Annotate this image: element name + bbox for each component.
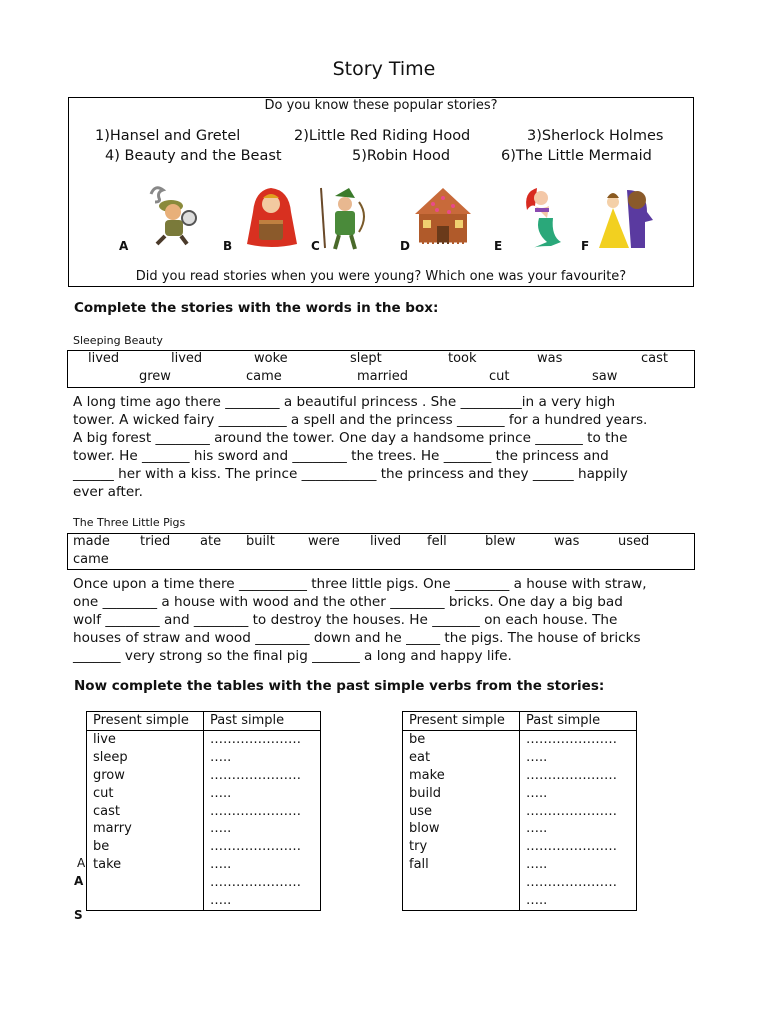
past-simple-header: Past simple	[204, 712, 321, 731]
story-line: wolf ________ and ________ to destroy the houses. He _______ on each house. The	[73, 611, 618, 628]
picture-letter: C	[311, 239, 320, 253]
instruction-complete-tables: Now complete the tables with the past simple verbs from the stories:	[74, 678, 605, 694]
story-line: A big forest ________ around the tower. One day a handsome prince _______ to the	[73, 429, 628, 446]
story-line: one ________ a house with wood and the other ________ bricks. One day a big bad	[73, 593, 623, 610]
word-box-word: lived	[88, 351, 120, 366]
present-verb: make	[409, 767, 445, 783]
word-box-word: cast	[641, 351, 668, 366]
past-simple-header: Past simple	[520, 712, 637, 731]
intro-box	[68, 97, 694, 287]
answer-blank[interactable]: …………………	[526, 803, 617, 819]
present-verb: take	[93, 857, 122, 873]
detective-icon	[141, 184, 205, 250]
three-pigs-title: The Three Little Pigs	[73, 516, 186, 529]
present-simple-header: Present simple	[87, 712, 204, 731]
beauty-beast-icon	[593, 184, 659, 252]
answer-blank[interactable]: …..	[526, 749, 548, 765]
picture-letter: B	[223, 239, 233, 253]
story-line: _______ very strong so the final pig _______ a long and happy life.	[73, 647, 512, 664]
story-item: 6)The Little Mermaid	[501, 148, 652, 164]
word-box-word: grew	[139, 369, 171, 384]
word-box-word: used	[618, 534, 650, 549]
answer-blank[interactable]: …………………	[526, 767, 617, 783]
word-box-word: took	[448, 351, 477, 366]
present-verb: build	[409, 785, 441, 801]
word-box-word: tried	[140, 534, 171, 549]
past-answers	[520, 730, 637, 910]
answer-blank[interactable]: …………………	[210, 731, 301, 747]
word-box-word: were	[308, 534, 340, 549]
stray-letter: A	[77, 856, 86, 870]
verb-table-2	[402, 711, 637, 911]
word-box-word: lived	[370, 534, 402, 549]
present-verb: fall	[409, 857, 429, 873]
story-line: Once upon a time there __________ three little pigs. One ________ a house with straw,	[73, 576, 647, 592]
gingerbread-house-icon	[407, 184, 479, 250]
present-verb: blow	[409, 821, 440, 837]
page-title: Story Time	[332, 58, 436, 80]
present-verbs	[87, 730, 204, 910]
word-box-word: slept	[350, 351, 382, 366]
answer-blank[interactable]: …..	[210, 893, 232, 909]
sleeping-beauty-text	[73, 394, 647, 501]
answer-blank[interactable]: …..	[210, 821, 232, 837]
present-verb: grow	[93, 767, 125, 783]
present-verb: sleep	[93, 749, 128, 765]
story-line: tower. He _______ his sword and ________ the trees. He _______ the princess and	[73, 447, 609, 464]
answer-blank[interactable]: …………………	[210, 803, 301, 819]
story-item: 4) Beauty and the Beast	[105, 148, 282, 164]
answer-blank[interactable]: …..	[210, 749, 232, 765]
story-line: A long time ago there ________ a beautiful princess . She _________in a very high	[73, 394, 616, 410]
word-box-word: was	[537, 351, 563, 366]
picture-letter: D	[400, 239, 410, 253]
present-verbs	[403, 730, 520, 910]
present-simple-header: Present simple	[403, 712, 520, 731]
robin-hood-icon	[315, 184, 375, 252]
present-verb: live	[93, 731, 116, 747]
past-answers	[204, 730, 321, 910]
answer-blank[interactable]: …..	[526, 857, 548, 873]
word-box-word: built	[246, 534, 275, 549]
answer-blank[interactable]: …………………	[526, 839, 617, 855]
present-verb: try	[409, 839, 428, 855]
word-box-word: saw	[592, 369, 618, 384]
present-verb: be	[409, 731, 426, 747]
stray-letter: A	[74, 874, 84, 888]
stray-letter: S	[74, 908, 83, 922]
word-box-word: was	[554, 534, 580, 549]
answer-blank[interactable]: …..	[526, 893, 548, 909]
word-box-word: lived	[171, 351, 203, 366]
picture-letter: E	[494, 239, 503, 253]
verb-table-1	[86, 711, 321, 911]
story-line: ever after.	[73, 483, 143, 500]
three-pigs-text	[73, 576, 647, 666]
story-line: houses of straw and wood ________ down and he _____ the pigs. The house of bricks	[73, 629, 641, 646]
story-item: 1)Hansel and Gretel	[95, 128, 241, 144]
present-verb: marry	[93, 821, 132, 837]
answer-blank[interactable]: …………………	[210, 875, 301, 891]
word-box-word: ate	[200, 534, 222, 549]
word-box-word: came	[246, 369, 282, 384]
present-verb: use	[409, 803, 433, 819]
story-item: 5)Robin Hood	[352, 148, 451, 164]
answer-blank[interactable]: …..	[210, 857, 232, 873]
word-box-word: came	[73, 552, 109, 567]
word-box-word: married	[357, 369, 408, 384]
answer-blank[interactable]: …………………	[210, 839, 301, 855]
present-verb: eat	[409, 749, 431, 765]
story-item: 2)Little Red Riding Hood	[294, 128, 471, 144]
answer-blank[interactable]: …………………	[526, 875, 617, 891]
answer-blank[interactable]: …………………	[210, 767, 301, 783]
word-box-word: woke	[254, 351, 288, 366]
intro-bottom-question: Did you read stories when you were young? Which one was your favourite?	[135, 269, 627, 284]
present-verb: cut	[93, 785, 114, 801]
story-line: ______ her with a kiss. The prince ___________ the princess and they ______ happily	[73, 465, 628, 482]
present-verb: be	[93, 839, 110, 855]
word-box-word: fell	[427, 534, 447, 549]
sleeping-beauty-title: Sleeping Beauty	[73, 334, 163, 347]
sleeping-beauty-word-box	[67, 350, 695, 388]
mermaid-icon	[511, 184, 575, 250]
answer-blank[interactable]: …..	[526, 785, 548, 801]
three-pigs-word-box	[67, 533, 695, 570]
answer-blank[interactable]: …..	[210, 785, 232, 801]
answer-blank[interactable]: …………………	[526, 731, 617, 747]
picture-letter: F	[581, 239, 590, 253]
word-box-word: cut	[489, 369, 510, 384]
instruction-complete-stories: Complete the stories with the words in the box:	[74, 300, 439, 316]
word-box-word: made	[73, 534, 110, 549]
picture-letter: A	[119, 239, 129, 253]
story-line: tower. A wicked fairy __________ a spell and the princess _______ for a hundred years.	[73, 411, 648, 428]
present-verb: cast	[93, 803, 120, 819]
story-item: 3)Sherlock Holmes	[527, 128, 664, 144]
word-box-word: blew	[485, 534, 516, 549]
intro-question: Do you know these popular stories?	[264, 98, 498, 113]
red-riding-hood-icon	[241, 184, 301, 250]
answer-blank[interactable]: …..	[526, 821, 548, 837]
